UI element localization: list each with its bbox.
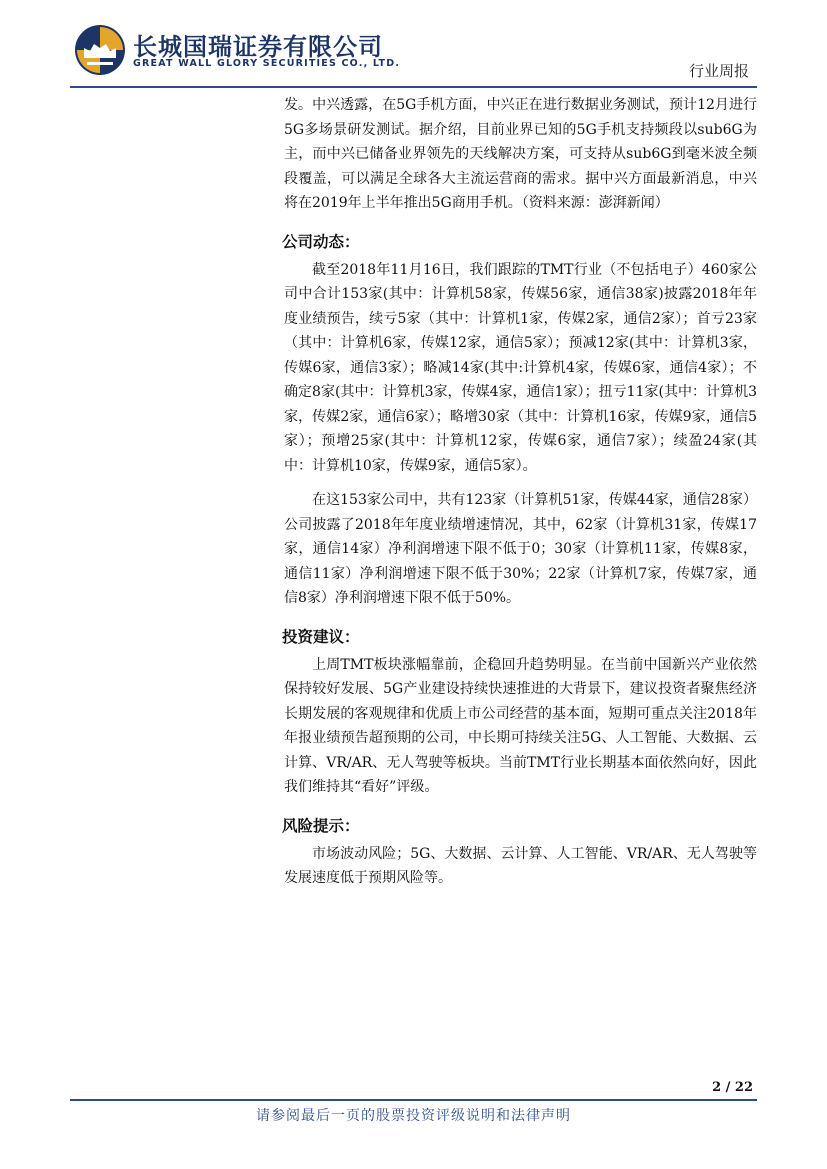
- page-number: 2 / 22: [712, 1080, 753, 1095]
- company-news-paragraph-1: 截至2018年11月16日，我们跟踪的TMT行业（不包括电子）460家公司中合计153家(其中：计算机58家，传媒56家，通信38家)披露2018年年度业绩预告，续亏5家（其中：计算机1家，传媒2家，通信2家）；首亏23家（其中：计算机6家，传媒12家，通信5家）；预减12家(其中：计算机3家，传媒6家，通信3家）；略减14家(其中:计算机4家，传媒6家，通信4家）；不确定8家(其中：计算机3家，传媒4家，通信1家）；扭亏11家(其中：计算机3家，传媒2家，通信6家）；略增30家（其中：计算机16家，传媒9家，通信5家）；预增25家(其中：计算机12家，传媒6家，通信7家）；续盈24家(其中：计算机10家，传媒9家，通信5家）。: [284, 261, 757, 474]
- report-body: [284, 93, 757, 891]
- report-type-label: 行业周报: [688, 62, 749, 80]
- section-title-investment-advice: 投资建议：: [282, 627, 360, 646]
- risk-warning-paragraph: 市场波动风险；5G、大数据、云计算、人工智能、VR/AR、无人驾驶等发展速度低于预期风险等。: [284, 845, 757, 886]
- company-name-cn: 长城国瑞证券有限公司: [133, 33, 383, 61]
- intro-paragraph: 发。中兴透露，在5G手机方面，中兴正在进行数据业务测试，预计12月进行5G多场景研发测试。据介绍，目前业界已知的5G手机支持频段以sub6G为主，而中兴已储备业界领先的天线解决方案，可支持从sub6G到毫米波全频段覆盖，可以满足全球各大主流运营商的需求。据中兴方面最新消息，中兴将在2019年上半年推出5G商用手机。（资料来源：澎湃新闻）: [284, 97, 757, 211]
- investment-advice-paragraph: 上周TMT板块涨幅靠前，企稳回升趋势明显。在当前中国新兴产业依然保持较好发展、5G产业建设持续快速推进的大背景下，建议投资者聚焦经济长期发展的客观规律和优质上市公司经营的基本面，短期可重点关注2018年年报业绩预告超预期的公司，中长期可持续关注5G、人工智能、大数据、云计算、VR/AR、无人驾驶等板块。当前TMT行业长期基本面依然向好，因此我们维持其“看好”评级。: [284, 656, 757, 795]
- footer-divider: [70, 1099, 757, 1101]
- section-title-risk-warning: 风险提示：: [282, 816, 360, 835]
- company-news-paragraph-2: 在这153家公司中，共有123家（计算机51家，传媒44家，通信28家）公司披露了2018年年度业绩增速情况，其中，62家（计算机31家，传媒17家，通信14家）净利润增速下限不低于0；30家（计算机11家，传媒8家，通信11家）净利润增速下限不低于30%；22家（计算机7家，传媒7家，通信8家）净利润增速下限不低于50%。: [284, 492, 757, 606]
- section-title-company-news: 公司动态：: [282, 232, 360, 251]
- company-name-en: GREAT WALL GLORY SECURITIES CO., LTD.: [133, 58, 401, 69]
- page-header: [0, 0, 827, 92]
- header-divider: [70, 86, 757, 88]
- footer-disclaimer: 请参阅最后一页的股票投资评级说明和法律声明: [256, 1108, 571, 1124]
- great-wall-glory-logo-icon: [74, 24, 126, 76]
